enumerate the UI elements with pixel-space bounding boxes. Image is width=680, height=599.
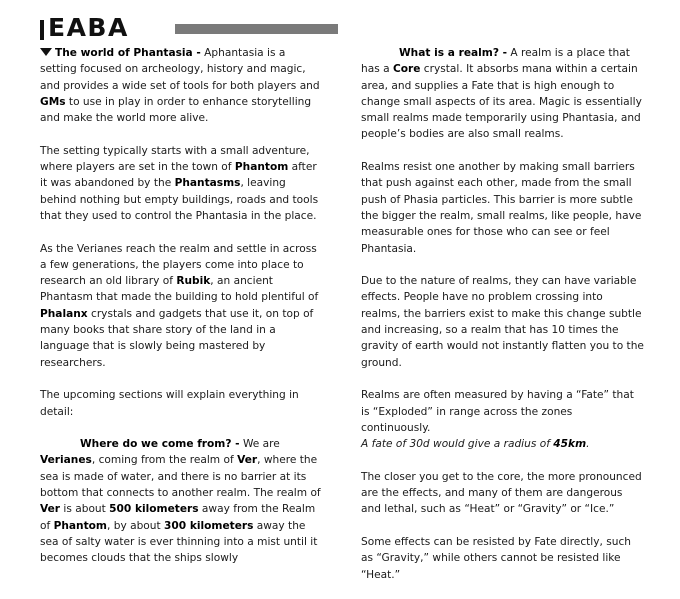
section-heading: The world of Phantasia - (55, 47, 201, 59)
paragraph-variable-effects: Due to the nature of realms, they can have variable effects. People have no problem crossing into realms, the barriers exist to make this change subtle and increasing, so a realm that has 10 times the gravity of earth would not instantly flatten you to the ground. (361, 275, 644, 369)
paragraph-upcoming: The upcoming sections will explain everything in detail: (40, 389, 299, 418)
section-heading: What is a realm? - (399, 47, 508, 59)
right-column (361, 45, 644, 599)
paragraph-world-of-phantasia: The world of Phantasia - Aphantasia is a setting focused on archeology, history and magic, and provides a wide set of tools for both players and GMs to use in play in order to enhance storytelling and make the world more alive. (40, 47, 320, 125)
paragraph-fate-measure: Realms are often measured by having a “Fate” that is “Exploded” in range across the zones continuously. A fate of 30d would give a radius of 45km. (361, 389, 634, 451)
triangle-down-icon[interactable] (40, 48, 52, 56)
paragraph-realms-resist: Realms resist one another by making small barriers that push against each other, made from the small push of Phasia particles. This barrier is more subtle the bigger the realm, small realms, like people, have measurable ones for those who can see or feel Phantasia. (361, 161, 642, 255)
section-heading: Where do we come from? - (80, 438, 240, 451)
paragraph-setting-start: The setting typically starts with a small adventure, where players are set in the town of Phantom after it was abandoned by the Phantasms, leaving behind nothing but empty buildings, roads and tools that they used to control the Phantasia in the place. (40, 144, 319, 222)
left-column (40, 45, 324, 583)
paragraph-closer-core: The closer you get to the core, the more pronounced are the effects, and many of them are dangerous and lethal, such as “Heat” or “Gravity” or “Ice.” (361, 470, 642, 516)
page-header (40, 14, 660, 44)
paragraph-where-from: Where do we come from? - We are Verianes, coming from the realm of Ver, where the sea is made of water, and there is no barrier at its bottom that connects to another realm. The realm of Ver is about 500 kilometers away from the Realm of Phantom, by about 300 kilometers away the sea of salty water is ever thinning into a mist until it becomes clouds that the ships slowly (40, 438, 321, 565)
logo: EABA (48, 13, 129, 42)
paragraph-verianes: As the Verianes reach the realm and settle in across a few generations, the players come into place to research an old library of Rubik, an ancient Phantasm that made the building to hold plentiful of Phalanx crystals and gadgets that use it, on top of many books that share story of the land in a language that is slowly being mastered by researchers. (40, 242, 319, 369)
paragraph-resist-fate: Some effects can be resisted by Fate directly, such as “Gravity,” while others cannot be resisted like “Heat.” (361, 535, 632, 581)
header-rule (175, 24, 338, 34)
logo-bar (40, 20, 44, 40)
paragraph-what-is-realm: What is a realm? - A realm is a place that has a Core crystal. It absorbs mana within a certain area, and supplies a Fate that is high enough to change small aspects of its area. Magic is essentially small realms made temporarily using Phantasia, and people’s bodies are also small realms. (361, 47, 642, 141)
